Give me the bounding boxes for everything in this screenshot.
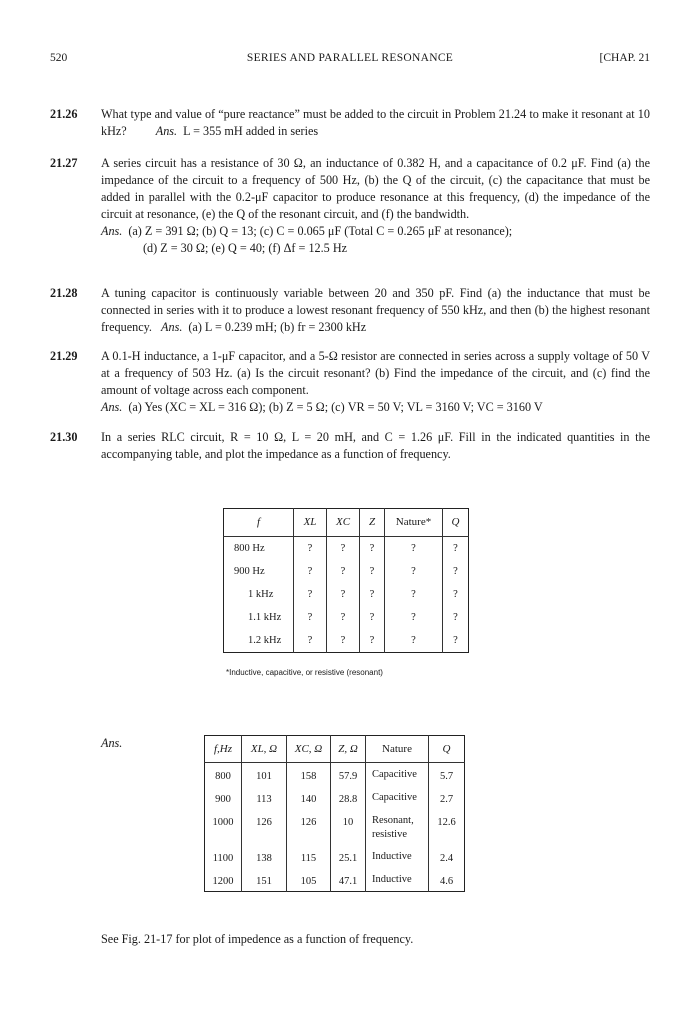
problem-number: 21.26 bbox=[50, 107, 78, 121]
table-cell: ? bbox=[327, 537, 360, 561]
table-cell: ? bbox=[327, 629, 360, 653]
table-cell: 1100 bbox=[212, 853, 234, 864]
problem-number: 21.28 bbox=[50, 286, 78, 300]
table-cell: 47.1 bbox=[331, 868, 366, 892]
answer-table bbox=[204, 735, 465, 892]
problem-number: 21.29 bbox=[50, 349, 78, 363]
table-cell: 151 bbox=[242, 868, 287, 892]
table-cell: 113 bbox=[242, 786, 287, 809]
table-cell: ? bbox=[294, 560, 327, 583]
table-cell: ? bbox=[443, 537, 469, 561]
problem-21-30 bbox=[50, 429, 650, 463]
table-footnote: *Inductive, capacitive, or resistive (resonant) bbox=[226, 668, 383, 677]
table-cell: ? bbox=[294, 537, 327, 561]
problem-text: A 0.1-H inductance, a 1-μF capacitor, and a 5-Ω resistor are connected in series across a supply voltage of 50 V at a frequency of 503 Hz. (a) Is the circuit resonant? (b) Find the impedance of the circuit, and (c) find the amount of voltage across each component. bbox=[101, 349, 650, 397]
table-cell: ? bbox=[327, 560, 360, 583]
table-row bbox=[205, 845, 465, 868]
problem-number: 21.27 bbox=[50, 156, 78, 170]
problem-table bbox=[223, 508, 469, 653]
table-row bbox=[224, 537, 469, 561]
answer-line-1: (a) Z = 391 Ω; (b) Q = 13; (c) C = 0.065 μF (Total C = 0.265 μF at resonance); bbox=[128, 224, 513, 238]
table-cell: 5.7 bbox=[429, 763, 465, 787]
table-cell: 900 bbox=[215, 794, 231, 805]
table-cell: ? bbox=[385, 606, 443, 629]
table-cell: ? bbox=[443, 606, 469, 629]
table-row bbox=[224, 583, 469, 606]
table-cell: Capacitive bbox=[366, 763, 429, 787]
table-cell: 57.9 bbox=[331, 763, 366, 787]
col-header-nature: Nature bbox=[366, 736, 429, 763]
table-cell: ? bbox=[360, 606, 385, 629]
table-cell: 2.7 bbox=[429, 786, 465, 809]
table-cell: ? bbox=[294, 583, 327, 606]
col-header-q: Q bbox=[443, 509, 469, 537]
table-cell: ? bbox=[360, 583, 385, 606]
col-header-xl-ohm: XL, Ω bbox=[242, 736, 287, 763]
table-cell: 1200 bbox=[212, 876, 234, 887]
problem-21-26 bbox=[50, 106, 650, 140]
table-cell: 140 bbox=[287, 786, 331, 809]
table-row bbox=[224, 629, 469, 653]
problem-text: A series circuit has a resistance of 30 Ω, an inductance of 0.382 H, and a capacitance of 0.2 μF. Find (a) the impedance of the circuit to a frequency of 500 Hz, (b) the Q of the circuit, (c) the capacitance that must be added in parallel with the 0.2-μF capacitor to produce resonance at this frequency, (d) the impedance of the circuit at resonance, (e) the Q of the resonant circuit, and (f) the bandwidth. bbox=[101, 156, 650, 221]
table-cell: 900 Hz bbox=[234, 566, 265, 577]
chapter-title: SERIES AND PARALLEL RESONANCE bbox=[246, 52, 454, 64]
col-header-z-ohm: Z, Ω bbox=[331, 736, 366, 763]
table-cell: ? bbox=[294, 606, 327, 629]
table-cell: Inductive bbox=[366, 868, 429, 892]
closing-note: See Fig. 21-17 for plot of impedence as a function of frequency. bbox=[101, 932, 414, 946]
table-cell: ? bbox=[360, 537, 385, 561]
problem-21-28 bbox=[50, 285, 650, 336]
problem-text: What type and value of “pure reactance” must be added to the circuit in Problem 21.24 to make it resonant at 10 kHz? bbox=[101, 107, 650, 138]
col-header-q: Q bbox=[429, 736, 465, 763]
answer-label: Ans. bbox=[101, 736, 123, 750]
table-cell: Resonant, resistive bbox=[366, 809, 429, 845]
table-cell: 800 Hz bbox=[234, 543, 265, 554]
running-header bbox=[50, 50, 650, 68]
answer-label: Ans. bbox=[161, 320, 183, 334]
table-cell: 25.1 bbox=[331, 845, 366, 868]
table-cell: Inductive bbox=[366, 845, 429, 868]
table-cell: ? bbox=[385, 583, 443, 606]
col-header-f: f bbox=[224, 509, 294, 537]
problem-number: 21.30 bbox=[50, 430, 78, 444]
table-cell: 10 bbox=[331, 809, 366, 845]
problem-21-29 bbox=[50, 348, 650, 416]
table-cell: 28.8 bbox=[331, 786, 366, 809]
table-cell: ? bbox=[443, 560, 469, 583]
table-header-row bbox=[224, 509, 469, 537]
table-row bbox=[205, 868, 465, 892]
table-cell: 1 kHz bbox=[248, 589, 274, 600]
table-cell: ? bbox=[385, 629, 443, 653]
table-cell: ? bbox=[443, 629, 469, 653]
table-row bbox=[205, 809, 465, 845]
table-cell: ? bbox=[360, 560, 385, 583]
col-header-nature: Nature* bbox=[385, 509, 443, 537]
table-cell: ? bbox=[360, 629, 385, 653]
table-cell: 12.6 bbox=[429, 809, 465, 845]
col-header-f-hz: f,Hz bbox=[205, 736, 242, 763]
problem-text: In a series RLC circuit, R = 10 Ω, L = 20 mH, and C = 1.26 μF. Fill in the indicated quantities in the accompanying table, and plot the impedance as a function of frequency. bbox=[101, 430, 650, 461]
answer-text: (a) L = 0.239 mH; (b) fr = 2300 kHz bbox=[188, 320, 367, 334]
table-cell: 126 bbox=[242, 809, 287, 845]
table-row bbox=[224, 560, 469, 583]
table-cell: 138 bbox=[242, 845, 287, 868]
table-cell: 1000 bbox=[212, 817, 234, 828]
table-row bbox=[224, 606, 469, 629]
table-row bbox=[205, 786, 465, 809]
table-cell: ? bbox=[385, 537, 443, 561]
chapter-label: [CHAP. 21 bbox=[599, 52, 650, 64]
problem-text: A tuning capacitor is continuously variable between 20 and 350 pF. Find (a) the inductance that must be connected in series with it to produce a lowest resonant frequency of 550 kHz, and then (b) the highest resonant frequency. bbox=[101, 286, 650, 334]
answer-label: Ans. bbox=[101, 224, 123, 238]
table-cell: ? bbox=[294, 629, 327, 653]
table-cell: 800 bbox=[215, 771, 231, 782]
table-cell: 4.6 bbox=[429, 868, 465, 892]
table-cell: 2.4 bbox=[429, 845, 465, 868]
table-cell: 158 bbox=[287, 763, 331, 787]
answer-label: Ans. bbox=[155, 124, 178, 138]
col-header-z: Z bbox=[360, 509, 385, 537]
table-cell: ? bbox=[443, 583, 469, 606]
table-cell: Capacitive bbox=[366, 786, 429, 809]
table-cell: ? bbox=[327, 583, 360, 606]
table-cell: 101 bbox=[242, 763, 287, 787]
table-cell: 126 bbox=[287, 809, 331, 845]
table-cell: 1.2 kHz bbox=[248, 635, 282, 646]
table-row bbox=[205, 763, 465, 787]
table-cell: 1.1 kHz bbox=[248, 612, 282, 623]
answer-line-2: (d) Z = 30 Ω; (e) Q = 40; (f) Δf = 12.5 Hz bbox=[143, 241, 348, 255]
col-header-xl: XL bbox=[294, 509, 327, 537]
page-number: 520 bbox=[50, 52, 68, 64]
col-header-xc: XC bbox=[327, 509, 360, 537]
table-cell: ? bbox=[327, 606, 360, 629]
table-cell: ? bbox=[385, 560, 443, 583]
answer-label: Ans. bbox=[101, 400, 123, 414]
table-cell: 115 bbox=[287, 845, 331, 868]
table-cell: 105 bbox=[287, 868, 331, 892]
problem-21-27 bbox=[50, 155, 650, 257]
table-header-row bbox=[205, 736, 465, 763]
answer-text: (a) Yes (XC = XL = 316 Ω); (b) Z = 5 Ω; (c) VR = 50 V; VL = 3160 V; VC = 3160 V bbox=[128, 400, 543, 414]
col-header-xc-ohm: XC, Ω bbox=[287, 736, 331, 763]
answer-text: L = 355 mH added in series bbox=[183, 124, 319, 138]
